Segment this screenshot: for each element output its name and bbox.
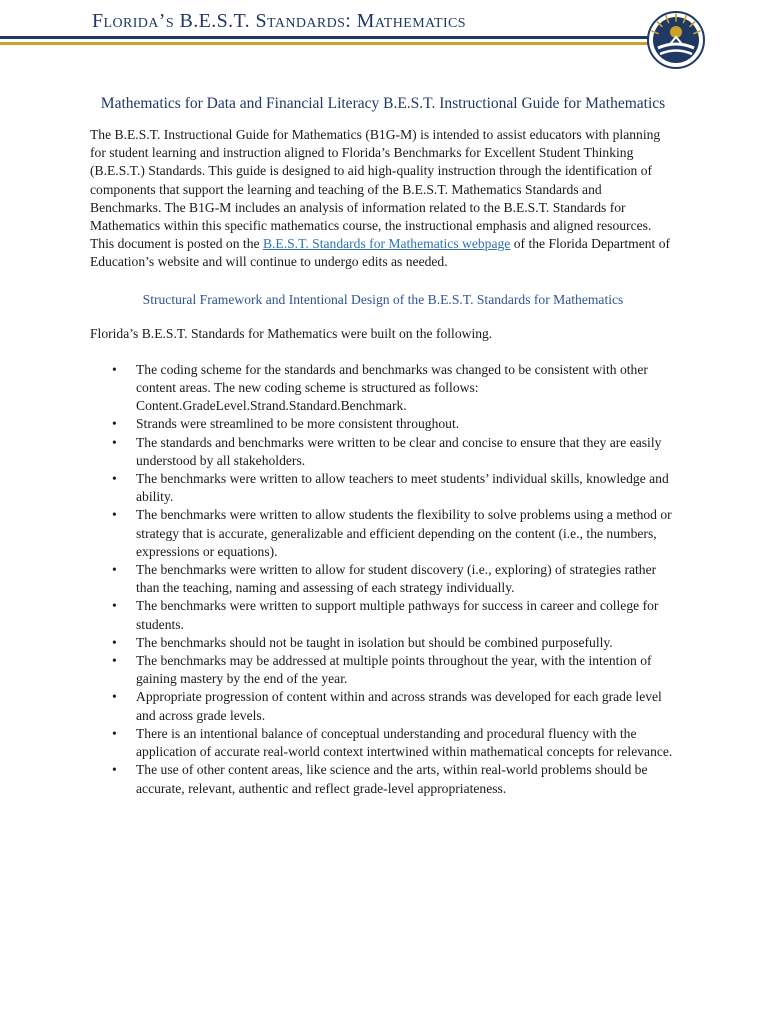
header-rule-navy <box>0 36 650 39</box>
intro-text-before-link: The B.E.S.T. Instructional Guide for Mathematics (B1G-M) is intended to assist educators with planning for student learning and instruction aligned to Florida’s Benchmarks for Excellent Student Thinking (B.E.S.T.) Standards. This guide is designed to aid high-quality instruction through the identification of components that support the learning and teaching of the B.E.S.T. Mathematics Standards and Benchmarks. The B1G-M includes an analysis of information related to the B.E.S.T. Standards for Mathematics within this specific mathematics course, the instructional emphasis and aligned resources. This document is posted on the <box>90 127 661 252</box>
bullet-icon: • <box>112 634 117 650</box>
bullet-icon: • <box>112 416 117 432</box>
intro-text-after-link: of the Florida Department of Education’s website and will continue to undergo edits as needed. <box>90 236 671 270</box>
list-item-text: There is an intentional balance of conceptual understanding and procedural fluency with the application of accurate real-world context intertwined within mathematical concepts for relevance. <box>136 725 673 760</box>
list-item <box>90 634 676 652</box>
list-item-text: Strands were streamlined to be more consistent throughout. <box>136 416 460 432</box>
list-item-text: The benchmarks were written to support multiple pathways for success in career and college for students. <box>136 598 659 632</box>
list-item <box>90 361 676 416</box>
list-item <box>90 597 676 633</box>
bullet-icon: • <box>112 562 117 578</box>
lead-sentence: Florida’s B.E.S.T. Standards for Mathematics were built on the following. <box>90 325 493 341</box>
bullet-icon: • <box>112 471 117 487</box>
standards-bullet-list <box>90 361 676 798</box>
bullet-icon: • <box>112 689 117 705</box>
header-title: Florida’s B.E.S.T. Standards: Mathematics <box>92 10 466 32</box>
best-standards-webpage-link[interactable]: B.E.S.T. Standards for Mathematics webpage <box>262 236 511 252</box>
intro-paragraph <box>90 126 676 272</box>
bullet-icon: • <box>112 653 117 669</box>
list-item-text: The coding scheme for the standards and benchmarks was changed to be consistent with other content areas. The new coding scheme is structured as follows: Content.GradeLevel.Strand.Standard.Benchmark. <box>136 361 648 414</box>
document-title: Mathematics for Data and Financial Literacy B.E.S.T. Instructional Guide for Mathematics <box>100 95 666 112</box>
bullet-icon: • <box>112 434 117 450</box>
list-item-text: The benchmarks were written to allow teachers to meet students’ individual skills, knowledge and ability. <box>136 471 669 505</box>
list-item-text: The use of other content areas, like science and the arts, within real-world problems should be accurate, relevant, authentic and reflect grade-level appropriateness. <box>136 762 648 796</box>
list-item-text: Appropriate progression of content within and across strands was developed for each grade level and across grade levels. <box>136 689 662 723</box>
list-item <box>90 688 676 724</box>
page-header <box>0 0 768 60</box>
list-item-text: The benchmarks were written to allow students the flexibility to solve problems using a method or strategy that is accurate, generalizable and efficient depending on the content (i.e., the numbers, expressions or equations). <box>136 507 672 559</box>
header-rule-gold <box>0 42 650 45</box>
list-item <box>90 434 676 470</box>
bullet-icon: • <box>112 762 117 778</box>
document-body <box>90 94 676 798</box>
bullet-icon: • <box>112 361 117 377</box>
list-item-text: The standards and benchmarks were written to be clear and concise to ensure that they are easily understood by all stakeholders. <box>136 434 662 468</box>
list-item <box>90 470 676 506</box>
list-item <box>90 761 676 797</box>
list-item <box>90 652 676 688</box>
list-item-text: The benchmarks may be addressed at multiple points throughout the year, with the intention of gaining mastery by the end of the year. <box>136 653 652 687</box>
list-item-text: The benchmarks were written to allow for student discovery (i.e., exploring) of strategies rather than the teaching, naming and assessing of each strategy individually. <box>136 562 657 596</box>
list-item <box>90 506 676 561</box>
florida-doe-seal-icon <box>646 10 706 70</box>
list-item <box>90 725 676 761</box>
section-heading: Structural Framework and Intentional Design of the B.E.S.T. Standards for Mathematics <box>142 291 624 307</box>
list-item <box>90 561 676 597</box>
list-item <box>90 415 676 433</box>
bullet-icon: • <box>112 507 117 523</box>
bullet-icon: • <box>112 725 117 741</box>
list-item-text: The benchmarks should not be taught in isolation but should be combined purposefully. <box>136 634 613 650</box>
bullet-icon: • <box>112 598 117 614</box>
